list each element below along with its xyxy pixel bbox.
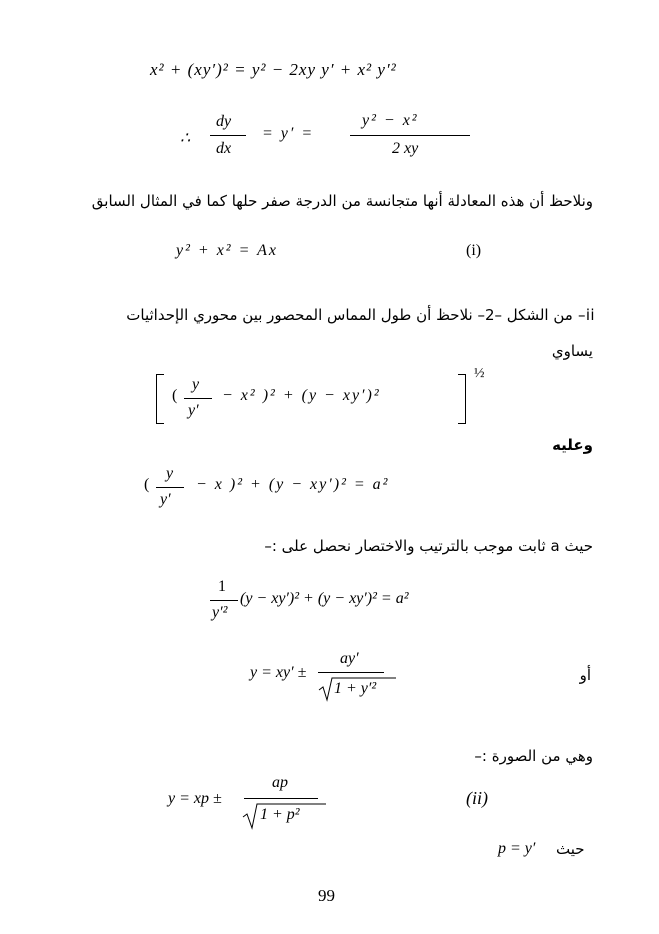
left-paren: ( bbox=[172, 387, 178, 404]
fraction-bar bbox=[184, 398, 212, 399]
equals-y-prime: = y′ = bbox=[262, 125, 315, 142]
fraction-numerator-ap: ap bbox=[272, 774, 288, 791]
bracket-expression: − x² )² + (y − xy′)² bbox=[222, 387, 381, 404]
fraction-denominator-y-prime: y′ bbox=[188, 402, 199, 419]
text-where: حيث bbox=[556, 840, 585, 858]
radicand: 1 + p² bbox=[260, 806, 300, 823]
fraction-denominator: 2 xy bbox=[392, 140, 419, 157]
fraction-bar bbox=[318, 672, 384, 673]
left-square-bracket bbox=[156, 374, 164, 424]
fraction-bar bbox=[210, 600, 238, 601]
fraction-bar bbox=[350, 135, 470, 136]
left-paren: ( bbox=[144, 476, 150, 493]
equation-i: y² + x² = Ax bbox=[176, 242, 278, 259]
fraction-denominator-y-prime: y′ bbox=[160, 491, 171, 508]
paragraph-tangent-length: ii– من الشكل –2– نلاحظ أن طول المماس المحصور بين محوري الإحداثيات bbox=[126, 306, 595, 324]
dy-numerator: dy bbox=[216, 113, 232, 130]
equation-line-1: x² + (xy′)² = y² − 2xy y′ + x² y′² bbox=[150, 60, 397, 79]
fraction-numerator-ay-prime: ay′ bbox=[340, 650, 359, 667]
right-square-bracket bbox=[458, 374, 466, 424]
equation-label-ii: (ii) bbox=[466, 788, 488, 808]
fraction-bar bbox=[244, 798, 318, 799]
equation-p: p = y′ bbox=[498, 840, 536, 857]
text-form: وهي من الصورة :– bbox=[474, 747, 593, 765]
equation-ii-lhs: y = xp ± bbox=[168, 790, 222, 807]
fraction-numerator: y² − x² bbox=[362, 112, 419, 129]
text-or: أو bbox=[579, 666, 591, 684]
text-equals: يساوي bbox=[551, 342, 593, 360]
page-number: 99 bbox=[318, 886, 335, 905]
equation-squared: (y − xy′)² + (y − xy′)² = a² bbox=[240, 590, 409, 607]
text-therefore: وعليه bbox=[552, 436, 593, 454]
therefore-symbol: ∴ bbox=[180, 130, 191, 147]
fraction-numerator-one: 1 bbox=[218, 578, 226, 595]
fraction-bar bbox=[210, 135, 246, 136]
fraction-bar bbox=[156, 487, 184, 488]
paragraph-constant-a: حيث a ثابت موجب بالترتيب والاختصار نحصل على :– bbox=[264, 537, 593, 555]
exponent-half: ½ bbox=[474, 366, 485, 381]
dx-denominator: dx bbox=[216, 140, 232, 157]
radicand: 1 + y′² bbox=[334, 680, 377, 697]
equation-y-lhs: y = xy′ ± bbox=[250, 664, 307, 681]
fraction-denominator-y-prime-squared: y′² bbox=[212, 604, 228, 621]
fraction-numerator-y: y bbox=[192, 376, 200, 393]
fraction-numerator-y: y bbox=[166, 465, 174, 482]
paragraph-homogeneous: ونلاحظ أن هذه المعادلة أنها متجانسة من الدرجة صفر حلها كما في المثال السابق bbox=[91, 192, 593, 210]
equation-a: − x )² + (y − xy′)² = a² bbox=[196, 476, 390, 493]
equation-label-i: (i) bbox=[466, 242, 482, 259]
